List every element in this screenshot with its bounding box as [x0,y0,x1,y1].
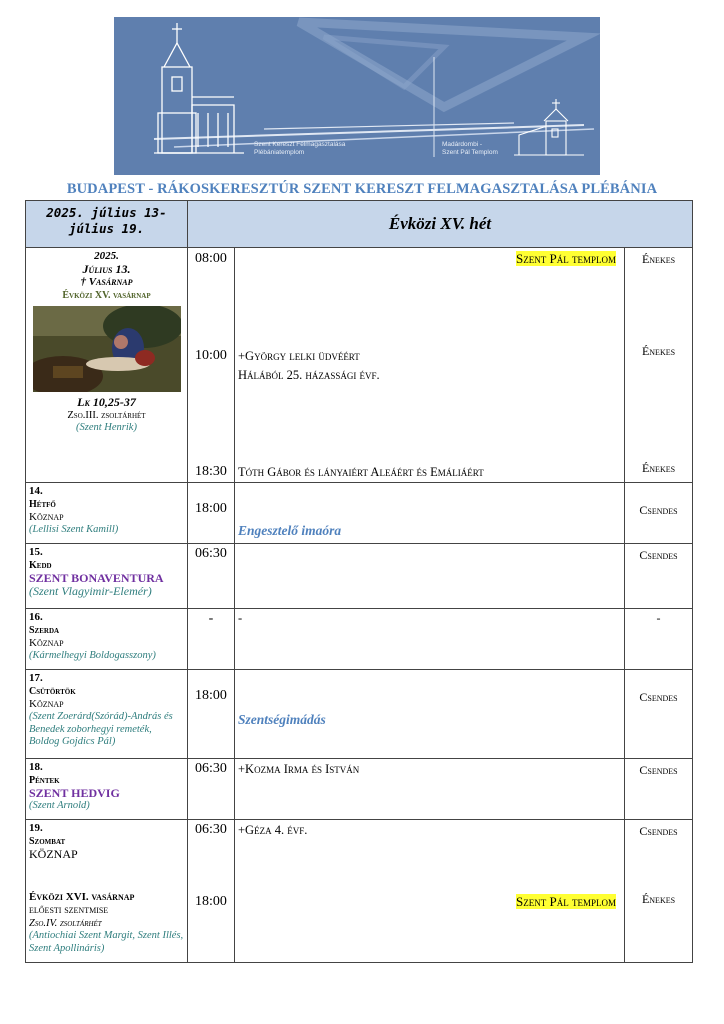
sunday-date: Július 13. [82,262,131,276]
mass-type: - [656,611,661,625]
mass-time: 06:30 [195,761,227,776]
saint-paul-church-highlight: Szent Pál templom [516,251,616,266]
mass-time: 08:00 [195,251,227,266]
wednesday-intention [235,609,625,670]
monday-day-cell [26,483,188,544]
day-name: Csütörtök [29,686,76,697]
mass-type: Csendes [639,690,678,704]
monday-time [188,483,235,544]
day-type: Köznap [29,637,64,649]
friday-time [188,759,235,820]
tuesday-intention [235,544,625,609]
mass-type: Énekes [641,892,676,906]
mass-time: 18:00 [195,501,227,516]
thursday-time [188,670,235,759]
day-number: 17. [29,672,43,684]
weekly-schedule-table [25,200,693,963]
parish-church-label: Szent Kereszt Felmagasztalása Plébániatemplom [254,141,346,156]
tuesday-time [188,544,235,609]
mass-type: Csendes [639,763,678,777]
day-type: Köznap [29,698,64,710]
day-row-wednesday [26,609,693,670]
saint-of-day: (Lellisi Szent Kamill) [29,524,119,535]
day-name: Hétfő [29,499,56,510]
saint-of-day: (Szent Henrik) [76,422,137,433]
gospel-reading: Lk 10,25-37 [77,395,136,409]
saint-paul-church-highlight: Szent Pál templom [516,894,616,909]
day-number: 14. [29,485,43,497]
feast-name: SZENT HEDVIG [29,786,120,800]
day-row-saturday [26,820,693,963]
mass-intention: Tóth Gábor és lányaiért Aleáért és Emáliáért [238,465,484,479]
monday-intention [235,483,625,544]
mass-intention: +György lelki üdvéért [238,349,360,363]
saturday-mass-types [625,820,693,963]
saturday-times [188,820,235,963]
day-row-sunday [26,248,693,483]
mass-time: - [208,611,214,626]
day-name: Péntek [29,775,60,786]
mass-type: Csendes [639,503,678,517]
day-row-thursday [26,670,693,759]
saturday-intentions [235,820,625,963]
day-number: 16. [29,611,43,623]
day-name: Szombat [29,836,66,847]
mass-intention: +Kozma Irma és István [238,762,360,776]
sunday-feast: Évközi XV. vasárnap [62,290,151,301]
mass-time: 06:30 [195,822,227,837]
thursday-day-cell [26,670,188,759]
saint-of-day: (Antiochiai Szent Margit, Szent Illés, Szent Apollináris) [29,930,184,954]
friday-intention [235,759,625,820]
wednesday-mass-type [625,609,693,670]
mass-time: 10:00 [195,348,227,363]
saint-of-day: (Szent Arnold) [29,800,90,811]
parish-headline: BUDAPEST - RÁKOSKERESZTÚR SZENT KERESZT FELMAGASZTALÁSA PLÉBÁNIA [66,181,658,197]
tuesday-mass-type [625,544,693,609]
mass-intention: +Géza 4. évf. [238,823,308,837]
mass-intention: - [238,611,243,625]
vigil-feast: Évközi XVI. vasárnap [29,891,135,903]
day-number: 19. [29,822,43,834]
mass-type: Énekes [641,344,676,358]
friday-mass-type [625,759,693,820]
year-label: 2025. [94,250,119,262]
saturday-day-cell [26,820,188,963]
friday-day-cell [26,759,188,820]
day-number: 18. [29,761,43,773]
churches-logo-graphic [114,17,600,175]
mass-type: Énekes [641,252,676,266]
good-samaritan-painting [33,306,181,392]
day-name: Szerda [29,625,60,636]
schedule-header-row [26,201,693,248]
monday-mass-type [625,483,693,544]
thursday-mass-type [625,670,693,759]
sunday-name: † Vasárnap [80,276,133,288]
day-row-monday [26,483,693,544]
sunday-intentions [235,248,625,483]
sunday-mass-types [625,248,693,483]
mass-type: Csendes [639,824,678,838]
date-range: 2025. július 13-július 19. [26,201,188,248]
day-number: 15. [29,546,43,558]
event-title: Szentségimádás [238,712,326,727]
mass-type: Csendes [639,548,678,562]
week-title: Évközi XV. hét [188,201,693,248]
mass-time: 18:00 [195,688,227,703]
day-type: Köznap [29,511,64,523]
event-title: Engesztelő imaóra [238,523,342,538]
day-row-friday [26,759,693,820]
feast-name: SZENT BONAVENTURA [29,571,164,585]
saint-of-day: (Kármelhegyi Boldogasszony) [29,650,156,661]
mass-type: Énekes [641,461,676,475]
sunday-day-cell [26,248,188,483]
parish-banner [114,17,600,175]
psalter-week: Zso.III. zsoltárhét [67,410,146,421]
saint-of-day: (Szent Zoerárd(Szórád)-András és Benedek zoborhegyi remeték, Boldog Gojdics Pál) [29,711,173,747]
psalter-week: Zso.IV. zsoltárhét [29,918,102,929]
saint-paul-church-label: Madárdombi - Szent Pál Templom [442,141,498,156]
mass-intention: Hálából 25. házassági évf. [238,368,380,382]
mass-time: 18:00 [195,894,227,909]
day-name: Kedd [29,560,52,571]
mass-time: 06:30 [195,546,227,561]
saint-of-day: (Szent Vlagyimir-Elemér) [29,584,152,598]
day-row-tuesday [26,544,693,609]
wednesday-day-cell [26,609,188,670]
thursday-intention [235,670,625,759]
tuesday-day-cell [26,544,188,609]
sunday-times [188,248,235,483]
day-type: KÖZNAP [29,847,78,861]
wednesday-time [188,609,235,670]
mass-time: 18:30 [195,464,227,479]
vigil-mass-label: előesti szentmise [29,904,109,916]
